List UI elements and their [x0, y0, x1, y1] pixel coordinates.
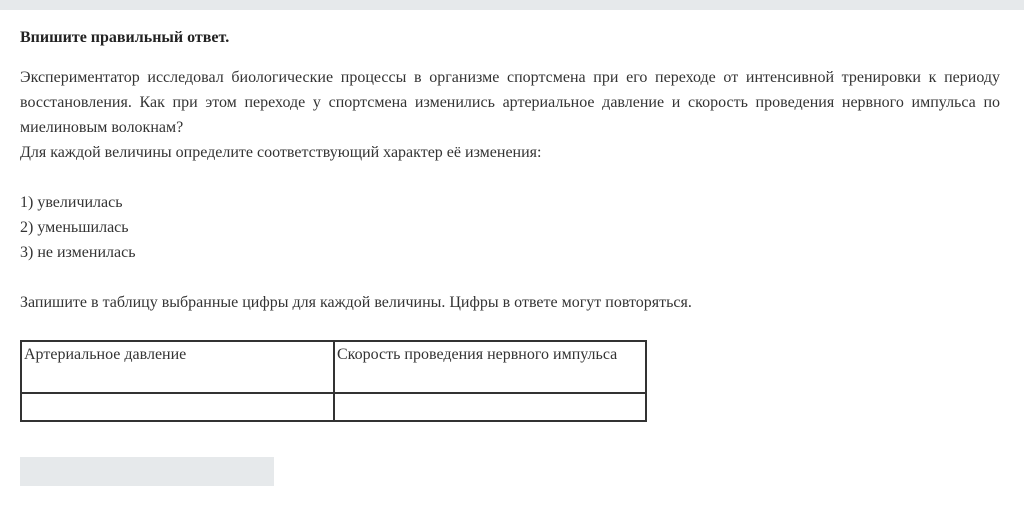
- task-heading: Впишите правильный ответ.: [20, 29, 230, 46]
- answer-cell-1: [21, 393, 334, 421]
- table-instruction: Запишите в таблицу выбранные цифры для каждой величины. Цифры в ответе могут повторяться.: [20, 294, 692, 311]
- answer-cell-2: [334, 393, 646, 421]
- header-nerve-impulse-speed: Скорость проведения нервного импульса: [334, 341, 646, 393]
- option-3: 3) не изменилась: [20, 244, 136, 261]
- answer-table-input-row: [21, 393, 646, 421]
- answer-table-header-row: [21, 341, 646, 393]
- answer-input-nerve-impulse-speed[interactable]: [335, 395, 645, 420]
- answer-table: [20, 340, 647, 422]
- task-instruction: Для каждой величины определите соответствующий характер её изменения:: [20, 144, 542, 161]
- answer-input-arterial-pressure[interactable]: [22, 395, 333, 420]
- top-bar: [0, 0, 1024, 10]
- header-arterial-pressure: Артериальное давление: [21, 341, 334, 393]
- option-1: 1) увеличилась: [20, 194, 123, 211]
- submit-button[interactable]: [20, 457, 274, 486]
- task-body: Экспериментатор исследовал биологические процессы в организме спортсмена при его переходе от интенсивной тренировки к периоду восстановления. Как при этом переходе у спортсмена изменились артериальное давление и скорость проведения нервного импульса по миелиновым волокнам?: [20, 69, 1000, 136]
- option-2: 2) уменьшилась: [20, 219, 129, 236]
